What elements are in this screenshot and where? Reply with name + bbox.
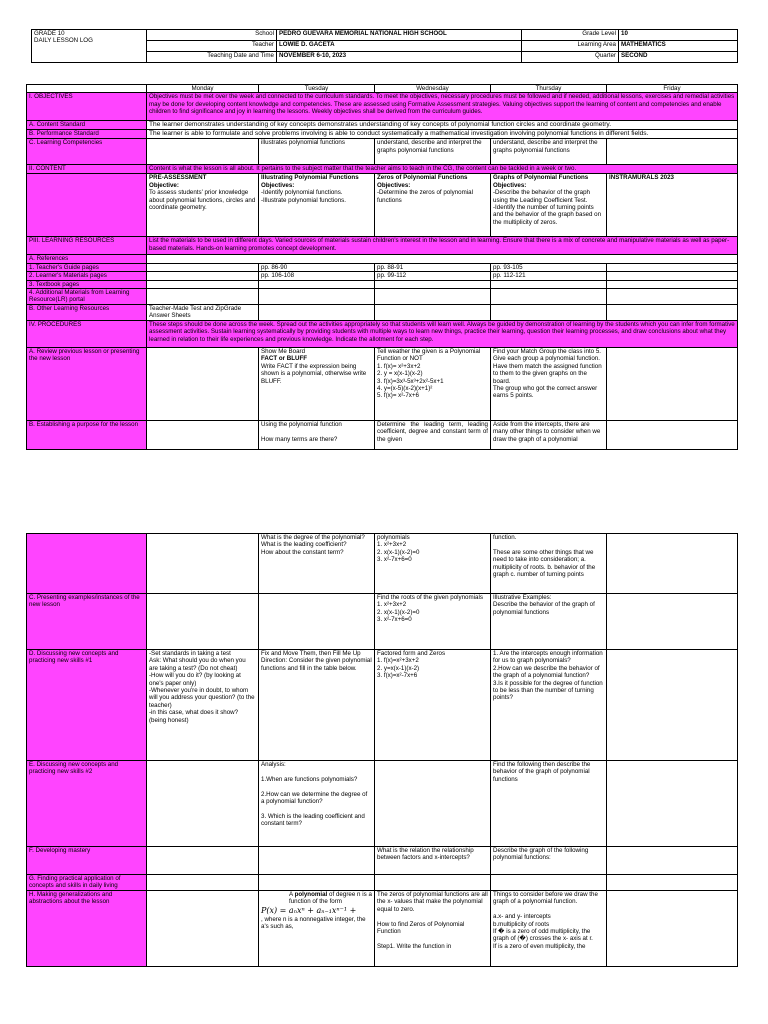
other-resources-label: B. Other Learning Resources bbox=[27, 305, 147, 321]
content-tue-title: Illustrating Polynomial Functions bbox=[261, 174, 359, 182]
grade-level-value: 10 bbox=[619, 30, 738, 41]
generalization-fri bbox=[607, 891, 738, 967]
content-standard-text: The learner demonstrates understanding of key concepts demonstrates understanding of key concepts of polynomial function circles and coordinate geometry. bbox=[147, 121, 738, 130]
purpose-cont-wed-item: 2. x(x-1)(x-2)=0 bbox=[377, 548, 420, 556]
review-tue-bold: FACT or BLUFF bbox=[261, 355, 308, 363]
presenting-thu-title: Illustrative Examples: bbox=[493, 594, 552, 601]
polynomial-formula: P(x) = aₙxⁿ + aₙ₋₁xⁿ⁻¹ + bbox=[261, 905, 357, 915]
additional-tue bbox=[259, 289, 375, 305]
objectives-label: I. OBJECTIVES bbox=[27, 93, 147, 121]
mastery-fri bbox=[607, 847, 738, 875]
discussing1-thu: 1. Are the intercepts enough information for us to graph polynomials? 2.How can we describe the behavior of the graph of a polynomial function? 3.Is it possible for the degree of function to be less than the number of turning points? bbox=[491, 650, 607, 761]
content-thu-obj: Objectives: bbox=[493, 181, 527, 189]
generalization-tue-pre: A bbox=[289, 891, 295, 898]
other-resources-wed bbox=[375, 305, 491, 321]
purpose-cont-wed bbox=[375, 534, 491, 594]
content-mon-obj: Objective: bbox=[149, 181, 179, 189]
presenting-wed-item: 3. x²-7x+6=0 bbox=[377, 616, 412, 624]
purpose-mon bbox=[147, 421, 259, 450]
generalization-wed: The zeros of polynomial functions are all the x- values that make the polynomial equal to zero. How to find Zeros of Polynomial Function Step1. Write the function in bbox=[375, 891, 491, 967]
textbook-wed bbox=[375, 280, 491, 288]
content-fri-title: INSTRAMURALS 2023 bbox=[609, 174, 674, 182]
log-label: DAILY LESSON LOG bbox=[34, 37, 93, 45]
content-detail-label bbox=[27, 174, 147, 237]
competencies-wed: understand, describe and interpret the graphs polynomial functions bbox=[375, 139, 491, 165]
teacher-label: Teacher bbox=[147, 41, 277, 52]
purpose-cont-mon bbox=[147, 534, 259, 594]
presenting-wed bbox=[375, 594, 491, 650]
generalization-thu: Things to consider before we draw the graph of a polynomial function. a.x- and y- intercepts b.multiplicity of roots If � is a zero of odd multiplicity, the graph of (�) crosses the x- axis at r. If is a zero of even multiplicity, the bbox=[491, 891, 607, 967]
teachers-guide-tue: pp. 86-90 bbox=[259, 263, 375, 271]
review-wed-text: Tell weather the given is a Polynomial Function or NOT bbox=[377, 348, 481, 363]
date-value: NOVEMBER 6-10, 2023 bbox=[277, 52, 522, 63]
textbook-fri bbox=[607, 280, 738, 288]
content-mon-title: PRE-ASSESSMENT bbox=[149, 174, 207, 182]
presenting-thu bbox=[491, 594, 607, 650]
practical-fri bbox=[607, 875, 738, 891]
content-tue-text: -Identify polynomial functions. -Illustrate polynomial functions. bbox=[261, 189, 346, 204]
procedures-label: IV. PROCEDURES bbox=[27, 321, 147, 348]
grade-label: GRADE 10 bbox=[34, 30, 65, 37]
mastery-mon bbox=[147, 847, 259, 875]
day-wednesday: Wednesday bbox=[375, 85, 491, 93]
date-label: Teaching Date and Time bbox=[147, 52, 277, 63]
header-table bbox=[31, 29, 738, 63]
teachers-guide-mon bbox=[147, 263, 259, 271]
content-wed bbox=[375, 174, 491, 237]
textbook-label: 3. Textbook pages bbox=[27, 280, 147, 288]
discussing2-wed bbox=[375, 761, 491, 847]
additional-fri bbox=[607, 289, 738, 305]
learners-materials-label: 2. Learner's Materials pages bbox=[27, 272, 147, 280]
discussing1-tue: Fix and Move Them, then Fill Me Up Direction: Consider the given polynomial functions and fill in the table below. bbox=[259, 650, 375, 761]
purpose-thu: Aside from the intercepts, there are many other things to consider when we draw the graph of a polynomial bbox=[491, 421, 607, 450]
competencies-label: C. Learning Competencies bbox=[27, 139, 147, 165]
references-label: A. References bbox=[27, 255, 147, 263]
content-thu bbox=[491, 174, 607, 237]
learners-materials-mon bbox=[147, 272, 259, 280]
discussing1-wed-item: 1. f(x)=x²+3x+2 bbox=[377, 657, 419, 665]
practical-tue bbox=[259, 875, 375, 891]
competencies-tue: illustrates polynomial functions bbox=[259, 139, 375, 165]
discussing2-label: E. Discussing new concepts and practicing new skills #2 bbox=[27, 761, 147, 847]
content-text: Content is what the lesson is all about. It pertains to the subject matter that the teacher aims to teach in the CG, the content can be tackled in a week or two. bbox=[147, 165, 738, 174]
content-wed-obj: Objectives: bbox=[377, 181, 411, 189]
discussing1-mon: -Set standards in taking a test Ask: What should you do when you are taking a test? (Do not cheat) -How will you do it? (by looking at one's paper only) -Whenever you're in doubt, to whom will you address your question? (to the teacher) -in this case, what does it show? (being honest) bbox=[147, 650, 259, 761]
procedures-text: These steps should be done across the week. Spread out the activities appropriately so that students will learn well. Always be guided by demonstration of learning by the students which you can infer from formative assessment activities. Sustain learning systematically by providing students with multiple ways to learn new things, practice their learning, question their learning processes, and draw conclusions about what they learned in relation to their life experiences and previous knowledge. Indicate the allotment for each step. bbox=[147, 321, 738, 348]
discussing1-wed-title: Factored form and Zeros bbox=[377, 650, 446, 657]
review-wed-item: 2. y = x(x-1)(x-2) bbox=[377, 370, 423, 378]
purpose-cont-tue: What is the degree of the polynomial? What is the leading coefficient? How about the constant term? bbox=[259, 534, 375, 594]
teachers-guide-label: 1. Teacher's Guide pages bbox=[27, 263, 147, 271]
discussing1-label: D. Discussing new concepts and practicing new skills #1 bbox=[27, 650, 147, 761]
purpose-cont-thu: function. These are some other things that we need to take into consideration; a. multiplicity of roots. b. behavior of the graph c. number of turning points bbox=[491, 534, 607, 594]
generalization-mon bbox=[147, 891, 259, 967]
discussing2-tue: Analysis: 1.When are functions polynomials? 2.How can we determine the degree of a polynomial function? 3. Which is the leading coefficient and constant term? bbox=[259, 761, 375, 847]
purpose-cont-wed-item: 1. x²+3x+2 bbox=[377, 541, 407, 549]
additional-mon bbox=[147, 289, 259, 305]
other-resources-thu bbox=[491, 305, 607, 321]
learners-materials-thu: pp. 112-121 bbox=[491, 272, 607, 280]
learning-area-label: Learning Area bbox=[522, 41, 619, 52]
review-tue bbox=[259, 348, 375, 421]
presenting-mon bbox=[147, 594, 259, 650]
lesson-table-part2 bbox=[26, 533, 738, 967]
review-tue-title: Show Me Board bbox=[261, 348, 306, 356]
purpose-cont-fri bbox=[607, 534, 738, 594]
presenting-wed-text: Find the roots of the given polynomials bbox=[377, 594, 483, 601]
content-mon-text: To assess students' prior knowledge about polynomial functions, circles and coordinate geometry. bbox=[149, 189, 256, 212]
teachers-guide-thu: pp. 93-105 bbox=[491, 263, 607, 271]
learners-materials-tue: pp. 106-108 bbox=[259, 272, 375, 280]
generalization-tue-bold: polynomial bbox=[294, 891, 328, 898]
other-resources-fri bbox=[607, 305, 738, 321]
competencies-fri bbox=[607, 139, 738, 165]
mastery-wed: What is the relation the relationship between factors and x-intercepts? bbox=[375, 847, 491, 875]
presenting-wed-item: 2. x(x-1)(x-2)=0 bbox=[377, 608, 420, 616]
discussing1-fri bbox=[607, 650, 738, 761]
discussing1-wed-item: 2. y=x(x-1)(x-2) bbox=[377, 664, 420, 672]
generalization-tue bbox=[259, 891, 375, 967]
practical-wed bbox=[375, 875, 491, 891]
discussing1-wed-item: 3. f(x)=x²-7x+6 bbox=[377, 672, 418, 680]
quarter-value: SECOND bbox=[619, 52, 738, 63]
teacher-value: LOWIE D. GACETA bbox=[277, 41, 522, 52]
generalization-tue-mid: of degree n is a function of the form bbox=[289, 891, 372, 906]
purpose-tue: Using the polynomial function How many terms are there? bbox=[259, 421, 375, 450]
grade-level-label: Grade Level bbox=[522, 30, 619, 41]
additional-label: 4. Additional Materials from Learning Resource(LR) portal bbox=[27, 289, 147, 305]
review-thu: Find your Match Group the class into 5. Give each group a polynomial function. Have them match the assigned function to them to the given graphs on the board. The group who got the correct answer earns 5 points. bbox=[491, 348, 607, 421]
day-thursday: Thursday bbox=[491, 85, 607, 93]
review-wed bbox=[375, 348, 491, 421]
mastery-label: F. Developing mastery bbox=[27, 847, 147, 875]
practical-mon bbox=[147, 875, 259, 891]
content-label: II. CONTENT bbox=[27, 165, 147, 174]
teachers-guide-wed: pp. 88-91 bbox=[375, 263, 491, 271]
additional-thu bbox=[491, 289, 607, 305]
review-tue-text: Write FACT if the expression being shown is a polynomial, otherwise write BLUFF. bbox=[261, 362, 367, 385]
presenting-fri bbox=[607, 594, 738, 650]
references-row bbox=[147, 255, 738, 263]
content-standard-label: A. Content Standard bbox=[27, 121, 147, 130]
day-friday: Friday bbox=[607, 85, 738, 93]
performance-standard-text: The learner is able to formulate and solve problems involving is able to conduct systematically a mathematical investigation involving polynomial functions in different fields. bbox=[147, 130, 738, 139]
content-mon bbox=[147, 174, 259, 237]
textbook-thu bbox=[491, 280, 607, 288]
review-wed-item: 5. f(x)= x²-7x+6 bbox=[377, 392, 419, 400]
review-wed-item: 4. y=(x-5)(x-2)(x+1)² bbox=[377, 385, 433, 393]
generalization-tue-post: , where n is a nonnegative integer, the a's such as, bbox=[261, 915, 366, 931]
content-thu-text: -Describe the behavior of the graph using the Leading Coefficient Test. -Identify the number of turning points and the behavior of the graph based on the multiplicity of zeros. bbox=[493, 189, 602, 226]
textbook-tue bbox=[259, 280, 375, 288]
learning-area-value: MATHEMATICS bbox=[619, 41, 738, 52]
school-label: School bbox=[147, 30, 277, 41]
discussing2-thu: Find the following then describe the behavior of the graph of polynomial functions bbox=[491, 761, 607, 847]
purpose-wed: Determine the leading term, leading coefficient, degree and constant term of the given bbox=[375, 421, 491, 450]
content-fri bbox=[607, 174, 738, 237]
content-tue bbox=[259, 174, 375, 237]
day-monday: Monday bbox=[147, 85, 259, 93]
practical-thu bbox=[491, 875, 607, 891]
objectives-text: Objectives must be met over the week and connected to the curriculum standards. To meet the objectives, necessary procedures must be followed and if needed, additional lessons, exercises and remedial activities may be done for developing content knowledge and competencies. These are assessed using Formative Assessment strategies. Valuing objectives support the learning of content and competencies and enable children to find significance and joy in learning the lessons. Weekly objectives shall be derived from the curriculum guides. bbox=[147, 93, 738, 121]
purpose-cont-wed-text: polynomials bbox=[377, 534, 410, 541]
review-wed-item: 1. f(x)= x²+3x+2 bbox=[377, 362, 421, 370]
teachers-guide-fri bbox=[607, 263, 738, 271]
grade-block bbox=[32, 30, 147, 63]
content-thu-title: Graphs of Polynomial Functions bbox=[493, 174, 589, 182]
generalization-label: H. Making generalizations and abstractions about the lesson bbox=[27, 891, 147, 967]
school-value: PEDRO GUEVARA MEMORIAL NATIONAL HIGH SCHOOL bbox=[277, 30, 522, 41]
competencies-thu: understand, describe and interpret the graphs polynomial functions bbox=[491, 139, 607, 165]
mastery-tue bbox=[259, 847, 375, 875]
content-wed-text: -Determine the zeros of polynomial functions bbox=[377, 189, 473, 204]
mastery-thu: Describe the graph of the following polynomial functions: bbox=[491, 847, 607, 875]
content-wed-title: Zeros of Polynomial Functions bbox=[377, 174, 468, 182]
generalization-tue-intro bbox=[261, 891, 372, 906]
resources-label: PIII. LEARNING RESOURCES bbox=[27, 237, 147, 255]
competencies-mon bbox=[147, 139, 259, 165]
quarter-label: Quarter bbox=[522, 52, 619, 63]
day-tuesday: Tuesday bbox=[259, 85, 375, 93]
presenting-label: C. Presenting examples/instances of the new lesson bbox=[27, 594, 147, 650]
purpose-cont-label bbox=[27, 534, 147, 594]
presenting-tue bbox=[259, 594, 375, 650]
discussing2-mon bbox=[147, 761, 259, 847]
review-fri bbox=[607, 348, 738, 421]
review-label: A. Review previous lesson or presenting the new lesson bbox=[27, 348, 147, 421]
discussing1-wed bbox=[375, 650, 491, 761]
practical-label: G. Finding practical application of concepts and skills in daily living bbox=[27, 875, 147, 891]
day-header-blank bbox=[27, 85, 147, 93]
presenting-wed-item: 1. x²+3x+2 bbox=[377, 601, 407, 609]
purpose-label: B. Establishing a purpose for the lesson bbox=[27, 421, 147, 450]
content-tue-obj: Objectives: bbox=[261, 181, 295, 189]
other-resources-tue bbox=[259, 305, 375, 321]
purpose-cont-wed-item: 3. x²-7x+6=0 bbox=[377, 556, 412, 564]
review-wed-item: 3. f(x)=3x³-5x³+2x²-5x+1 bbox=[377, 377, 444, 385]
discussing2-fri bbox=[607, 761, 738, 847]
purpose-fri bbox=[607, 421, 738, 450]
presenting-thu-text: Describe the behavior of the graph of polynomial functions bbox=[493, 601, 595, 616]
resources-text: List the materials to be used in different days. Varied sources of materials sustain children's interest in the lesson and in learning. Ensure that there is a mix of concrete and manipulative materials as well as paper-based materials. Hands-on learning promotes concept development. bbox=[147, 237, 738, 255]
additional-wed bbox=[375, 289, 491, 305]
learners-materials-wed: pp. 99-112 bbox=[375, 272, 491, 280]
lesson-table-part1 bbox=[26, 84, 738, 450]
textbook-mon bbox=[147, 280, 259, 288]
review-mon bbox=[147, 348, 259, 421]
performance-standard-label: B. Performance Standard bbox=[27, 130, 147, 139]
other-resources-mon: Teacher-Made Test and ZipGrade Answer Sheets bbox=[147, 305, 259, 321]
learners-materials-fri bbox=[607, 272, 738, 280]
